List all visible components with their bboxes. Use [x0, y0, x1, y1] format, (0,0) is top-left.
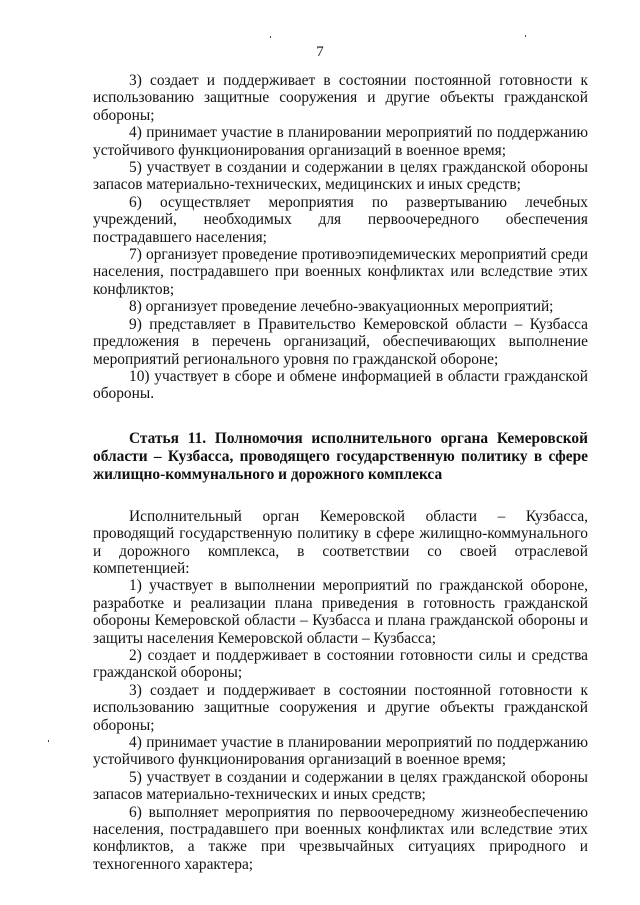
- list-item: 3) создает и поддерживает в состоянии постоянной готовности к использованию защитные сооружения и другие объекты гражданской обороны;: [93, 72, 588, 124]
- list-item: 4) принимает участие в планировании мероприятий по поддержанию устойчивого функционирования организаций в военное время;: [93, 734, 588, 769]
- list-item: 6) осуществляет мероприятия по развертыванию лечебных учреждений, необходимых для первоочередного обеспечения пострадавшего населения;: [93, 193, 588, 246]
- list-item: 8) организует проведение лечебно-эвакуационных мероприятий;: [129, 298, 554, 316]
- list-item: 5) участвует в создании и содержании в целях гражданской обороны запасов материально-технических и иных средств;: [93, 768, 588, 804]
- scan-speck: [525, 35, 526, 37]
- document-body: [93, 72, 588, 873]
- list-item: 4) принимает участие в планировании мероприятий по поддержанию устойчивого функционирования организаций в военное время;: [93, 124, 588, 159]
- list-item: 7) организует проведение противоэпидемических мероприятий среди населения, пострадавшего при военных конфликтах или вследствие этих конфликтов;: [93, 246, 588, 298]
- list-item: 10) участвует в сборе и обмене информацией в области гражданской обороны.: [93, 367, 588, 403]
- list-item: 3) создает и поддерживает в состоянии постоянной готовности к использованию защитные сооружения и другие объекты гражданской обороны;: [93, 681, 588, 734]
- scan-speck: [48, 740, 49, 742]
- scan-speck: [270, 36, 271, 38]
- list-item: 2) создает и поддерживает в состоянии готовности силы и средства гражданской обороны;: [93, 646, 588, 682]
- list-item: 5) участвует в создании и содержании в целях гражданской обороны запасов материально-технических, медицинских и иных средств;: [93, 159, 588, 194]
- list-item: 1) участвует в выполнении мероприятий по гражданской обороне, разработке и реализации плана приведения в готовность гражданской обороны Кемеровской области – Кузбасса и плана гражданской обороны и защиты населения Кемеровской области – Кузбасса;: [93, 577, 588, 647]
- article-heading: Статья 11. Полномочия исполнительного органа Кемеровской области – Кузбасса, проводящего государственную политику в сфере жилищно-коммунального и дорожного комплекса: [93, 429, 588, 483]
- page-number: 7: [316, 44, 324, 60]
- list-item: 6) выполняет мероприятия по первоочередному жизнеобеспечению населения, пострадавшего при военных конфликтах или вследствие этих конфликтов, а также при чрезвычайных ситуациях природного и техногенного характера;: [93, 803, 588, 873]
- list-item: 9) представляет в Правительство Кемеровской области – Кузбасса предложения в перечень организаций, обеспечивающих выполнение мероприятий регионального уровня по гражданской обороне;: [93, 315, 588, 368]
- article-intro: Исполнительный орган Кемеровской области – Кузбасса, проводящий государственную политику в сфере жилищно-коммунального и дорожного комплекса, в соответствии со своей отраслевой компетенцией:: [93, 507, 588, 577]
